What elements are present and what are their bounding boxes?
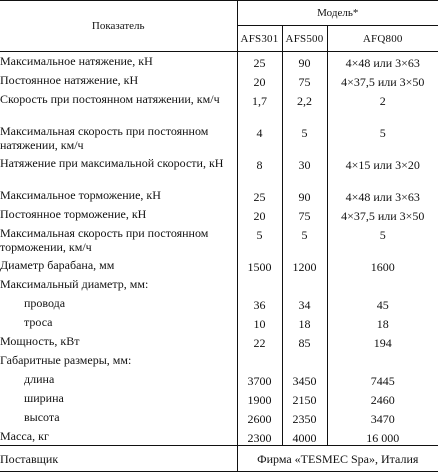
row-label: ширина <box>0 389 237 408</box>
table-row <box>0 90 438 122</box>
value-afs500: 30 <box>282 154 327 186</box>
value-afs301: 5 <box>237 224 282 256</box>
row-label: высота <box>0 408 237 427</box>
value-afs500: 2150 <box>282 389 327 408</box>
row-label: Постоянное торможение, кН <box>0 205 237 224</box>
value-afs500: 5 <box>282 224 327 256</box>
row-label: провода <box>0 294 237 313</box>
table-row <box>0 122 438 154</box>
row-label: Габаритные размеры, мм: <box>0 351 237 370</box>
value-afs301: 1,7 <box>237 90 282 122</box>
value-afq800: 45 <box>376 297 389 312</box>
value-afq800: 2460 <box>370 392 395 407</box>
value-afs301: 4 <box>237 122 282 154</box>
row-label: Мощность, кВт <box>0 332 237 351</box>
value-afs500 <box>282 275 327 294</box>
value-afs500: 90 <box>282 186 327 205</box>
header-model-afs500: AFS500 <box>282 26 327 52</box>
value-afs500: 1200 <box>282 256 327 275</box>
value-afs500: 18 <box>282 313 327 332</box>
value-afq800: 4×15 или 3×20 <box>345 157 420 172</box>
value-afs500: 75 <box>282 205 327 224</box>
table-row <box>0 71 438 90</box>
value-afq800: 194 <box>373 335 392 350</box>
value-afq800: 2 <box>379 93 386 108</box>
row-label: длина <box>0 370 237 389</box>
value-afq800: 3470 <box>370 411 395 426</box>
value-afq800: 4×37,5 или 3×50 <box>341 74 425 89</box>
table-row <box>0 427 438 446</box>
value-afq800: 1600 <box>370 259 395 274</box>
row-label: Максимальное торможение, кН <box>0 186 237 205</box>
table-row <box>0 294 438 313</box>
table-row <box>0 351 438 370</box>
row-label: Масса, кг <box>0 427 237 446</box>
value-afs301: 20 <box>237 205 282 224</box>
value-afs301 <box>237 275 282 294</box>
value-afs500: 3450 <box>282 370 327 389</box>
value-afs500: 5 <box>282 122 327 154</box>
value-afs301: 1500 <box>237 256 282 275</box>
row-label: Максимальное натяжение, кН <box>0 52 237 71</box>
table-row <box>0 313 438 332</box>
table-row <box>0 408 438 427</box>
value-afs500: 2,2 <box>282 90 327 122</box>
value-afs301: 3700 <box>237 370 282 389</box>
table-row <box>0 256 438 275</box>
value-afs500: 75 <box>282 71 327 90</box>
header-model-afs301: AFS301 <box>237 26 282 52</box>
supplier-label: Поставщик <box>0 446 237 472</box>
value-afs301 <box>237 351 282 370</box>
table-row <box>0 224 438 256</box>
supplier-row <box>0 446 438 472</box>
value-afq800 <box>327 351 438 370</box>
value-afq800: 4×48 или 3×63 <box>345 56 420 70</box>
value-afs301: 25 <box>237 186 282 205</box>
value-afq800: 5 <box>379 125 386 140</box>
row-label: троса <box>0 313 237 332</box>
table-body <box>0 52 438 472</box>
value-afs500: 90 <box>282 52 327 71</box>
row-label: Постоянное натяжение, кН <box>0 71 237 90</box>
value-afs500 <box>282 351 327 370</box>
value-afs301: 20 <box>237 71 282 90</box>
value-afq800: 18 <box>376 316 389 331</box>
value-afs301: 22 <box>237 332 282 351</box>
value-afq800: 5 <box>379 227 386 242</box>
table-row <box>0 389 438 408</box>
header-parameter: Показатель <box>0 1 237 52</box>
value-afs301: 8 <box>237 154 282 186</box>
row-label: Максимальная скорость при постоянном натяжении, км/ч <box>0 122 237 154</box>
value-afs301: 36 <box>237 294 282 313</box>
row-label: Максимальный диаметр, мм: <box>0 275 237 294</box>
table-row <box>0 275 438 294</box>
row-label: Диаметр барабана, мм <box>0 256 237 275</box>
row-label: Скорость при постоянном натяжении, км/ч <box>0 90 237 122</box>
value-afs500: 85 <box>282 332 327 351</box>
value-afq800: 7445 <box>370 373 395 388</box>
value-afs500: 2350 <box>282 408 327 427</box>
table-row <box>0 370 438 389</box>
table-header <box>0 1 438 52</box>
value-afs301: 10 <box>237 313 282 332</box>
table-row <box>0 52 438 71</box>
value-afq800: 16 000 <box>366 430 400 445</box>
value-afq800: 4×37,5 или 3×50 <box>341 208 425 223</box>
value-afs301: 2600 <box>237 408 282 427</box>
value-afq800 <box>327 275 438 294</box>
table-row <box>0 332 438 351</box>
row-label: Натяжение при максимальной скорости, кН <box>0 154 237 186</box>
value-afs301: 2300 <box>237 427 282 446</box>
table-row <box>0 154 438 186</box>
table-row <box>0 186 438 205</box>
supplier-value: Фирма «TESMEC Spa», Италия <box>237 446 438 472</box>
value-afs301: 25 <box>237 52 282 71</box>
value-afs500: 4000 <box>282 427 327 446</box>
row-label: Максимальная скорость при постоянном торможении, км/ч <box>0 224 237 256</box>
header-model-afq800: AFQ800 <box>327 26 438 52</box>
value-afq800: 4×48 или 3×63 <box>345 189 420 204</box>
table-row <box>0 205 438 224</box>
value-afs301: 1900 <box>237 389 282 408</box>
header-models-group: Модель* <box>237 1 438 26</box>
value-afs500: 34 <box>282 294 327 313</box>
